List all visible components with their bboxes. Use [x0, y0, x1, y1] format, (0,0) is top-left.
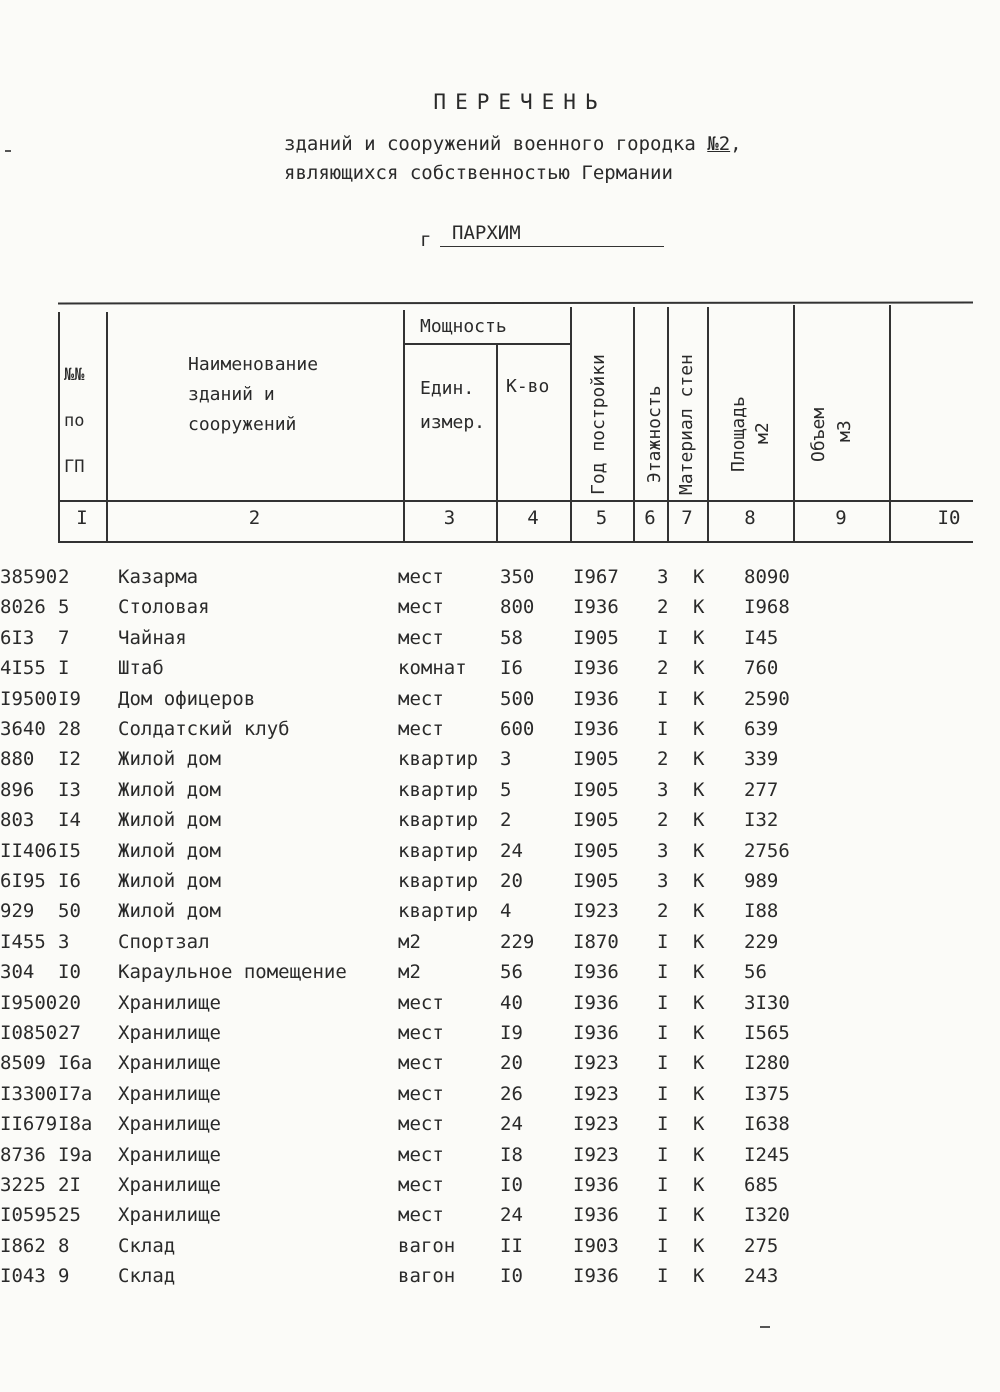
cell-qty: 350	[500, 566, 535, 588]
table-bottom-border	[58, 541, 973, 543]
cell-volume: I9500	[0, 991, 58, 1014]
cell-unit: м2	[398, 961, 421, 984]
cell-unit: вагон	[398, 1265, 456, 1288]
cell-area: 243	[744, 1265, 779, 1288]
cell-area: I32	[744, 809, 779, 832]
col-number-5: 5	[595, 507, 608, 529]
cell-volume: 929	[0, 900, 35, 923]
col-number-3: 3	[443, 507, 456, 529]
margin-mark	[5, 150, 11, 152]
cell-area: I280	[744, 1052, 790, 1075]
table-row	[0, 657, 1000, 687]
cell-gp: I8а	[58, 1113, 93, 1136]
table-row	[0, 1022, 1000, 1052]
table-row	[0, 840, 1000, 870]
cell-gp: I9	[58, 687, 81, 710]
header-area	[727, 396, 775, 472]
cell-volume: I455	[0, 930, 46, 953]
cell-area: 277	[744, 778, 779, 801]
cell-unit: квартир	[398, 778, 479, 801]
cell-area: 2590	[744, 687, 790, 710]
cell-gp: 8	[58, 1234, 70, 1257]
cell-name: Жилой дом	[118, 748, 221, 771]
table-row	[0, 566, 1000, 596]
cell-material: К	[693, 1265, 705, 1288]
cell-volume: II406	[0, 839, 58, 862]
cell-material: К	[693, 1143, 705, 1166]
table-row	[0, 1052, 1000, 1082]
col-number-1: I	[76, 507, 88, 529]
cell-area: 275	[744, 1234, 779, 1257]
cell-name: Чайная	[118, 626, 187, 649]
cell-year: I923	[573, 1052, 619, 1075]
cell-name: Хранилище	[118, 1052, 221, 1075]
cell-qty: 20	[500, 1052, 523, 1075]
cell-gp: I7а	[58, 1082, 93, 1105]
header-name-line2: зданий и	[188, 384, 275, 405]
header-area-line1: Площадь	[728, 396, 749, 472]
table-row	[0, 1174, 1000, 1204]
cell-material: К	[693, 596, 705, 619]
table-row	[0, 1113, 1000, 1143]
cell-unit: мест	[398, 687, 444, 710]
header-name-line1: Наименование	[188, 354, 319, 375]
cell-year: I936	[573, 991, 619, 1014]
cell-year: I923	[573, 1113, 619, 1136]
cell-name: Жилой дом	[118, 839, 221, 862]
cell-unit: вагон	[398, 1234, 456, 1257]
table-top-border	[58, 302, 973, 304]
city-name: ПАРХИМ	[440, 222, 664, 247]
header-qty: К-во	[506, 376, 550, 397]
cell-name: Склад	[118, 1234, 176, 1257]
cell-floors: 3	[657, 566, 669, 588]
cell-name: Хранилище	[118, 1143, 221, 1166]
cell-gp: 20	[58, 991, 81, 1014]
cell-unit: квартир	[398, 839, 479, 862]
cell-floors: I	[657, 961, 669, 984]
cell-qty: 26	[500, 1082, 523, 1105]
cell-unit: мест	[398, 1143, 444, 1166]
cell-area: 760	[744, 657, 779, 680]
cell-floors: 2	[657, 809, 669, 832]
header-gp-line2: по	[64, 411, 85, 431]
cell-qty: 58	[500, 626, 523, 649]
cell-gp: I4	[58, 809, 81, 832]
col-number-2: 2	[248, 507, 261, 529]
document-title: ПЕРЕЧЕНЬ	[433, 90, 607, 114]
cell-floors: I	[657, 1204, 669, 1227]
cell-qty: 3	[500, 748, 512, 771]
cell-unit: квартир	[398, 809, 479, 832]
cell-volume: I862	[0, 1234, 46, 1257]
cell-year: I967	[573, 566, 619, 588]
table-row	[0, 596, 1000, 626]
table-row	[0, 1235, 1000, 1265]
cell-unit: мест	[398, 1113, 444, 1136]
cell-volume: 8736	[0, 1143, 46, 1166]
city-prefix: г	[420, 229, 432, 251]
cell-volume: 3225	[0, 1174, 46, 1196]
header-material: Материал стен	[676, 354, 697, 495]
cell-gp: I5	[58, 839, 81, 862]
cell-floors: 2	[657, 900, 669, 923]
table-row	[0, 627, 1000, 657]
cell-unit: мест	[398, 596, 444, 619]
cell-gp: 25	[58, 1204, 81, 1227]
header-area-line2: м2	[752, 422, 773, 444]
cell-area: I45	[744, 626, 779, 649]
cell-material: К	[693, 1204, 705, 1227]
cell-volume: 880	[0, 748, 35, 771]
cell-year: I936	[573, 718, 619, 740]
document-subtitle-line2: являющихся собственностью Германии	[284, 162, 673, 184]
town-number: №2	[707, 133, 731, 155]
cell-area: 229	[744, 930, 779, 953]
cell-name: Столовая	[118, 596, 210, 619]
header-capacity: Мощность	[420, 316, 507, 337]
cell-unit: м2	[398, 930, 421, 953]
cell-volume: 3640	[0, 718, 46, 740]
header-name	[188, 350, 318, 440]
header-gp	[64, 352, 84, 490]
cell-floors: I	[657, 991, 669, 1014]
cell-area: 339	[744, 748, 779, 771]
cell-material: К	[693, 748, 705, 771]
cell-gp: 50	[58, 900, 81, 923]
capacity-divider	[405, 343, 571, 345]
cell-gp: 27	[58, 1022, 81, 1044]
cell-floors: I	[657, 930, 669, 953]
cell-qty: 24	[500, 1204, 523, 1227]
cell-volume: 8026	[0, 596, 46, 619]
table-row	[0, 688, 1000, 718]
cell-name: Караульное помещение	[118, 961, 347, 984]
cell-qty: 600	[500, 718, 535, 740]
cell-unit: мест	[398, 1082, 444, 1105]
cell-name: Хранилище	[118, 1082, 221, 1105]
header-volume-line2: м3	[834, 420, 855, 442]
header-unit-line1: Един.	[420, 378, 475, 399]
cell-material: К	[693, 930, 705, 953]
cell-floors: I	[657, 1082, 669, 1105]
cell-year: I905	[573, 626, 619, 649]
cell-qty: 5	[500, 778, 512, 801]
header-volume	[806, 408, 858, 462]
cell-qty: 24	[500, 839, 523, 862]
cell-qty: I9	[500, 1022, 523, 1044]
cell-material: К	[693, 1022, 705, 1044]
cell-floors: 2	[657, 748, 669, 771]
cell-qty: 800	[500, 596, 535, 619]
cell-name: Хранилище	[118, 1174, 221, 1196]
cell-qty: 20	[500, 870, 523, 892]
cell-material: К	[693, 1082, 705, 1105]
cell-year: I905	[573, 870, 619, 892]
table-row	[0, 870, 1000, 900]
cell-unit: комнат	[398, 657, 467, 680]
cell-qty: 56	[500, 961, 523, 984]
cell-gp: 3	[58, 930, 70, 953]
cell-gp: I0	[58, 961, 81, 984]
cell-gp: I3	[58, 778, 81, 801]
cell-material: К	[693, 778, 705, 801]
cell-material: К	[693, 566, 705, 588]
cell-floors: I	[657, 1174, 669, 1196]
cell-year: I923	[573, 1143, 619, 1166]
cell-floors: 2	[657, 657, 669, 680]
cell-year: I936	[573, 961, 619, 984]
header-volume-line1: Объем	[808, 407, 829, 462]
cell-area: I968	[744, 596, 790, 619]
subtitle-suffix: ,	[730, 133, 742, 155]
cell-year: I905	[573, 748, 619, 771]
cell-name: Солдатский клуб	[118, 718, 290, 740]
cell-material: К	[693, 809, 705, 832]
cell-material: К	[693, 870, 705, 892]
cell-unit: квартир	[398, 870, 479, 892]
cell-qty: 2	[500, 809, 512, 832]
cell-year: I936	[573, 1265, 619, 1288]
cell-year: I870	[573, 930, 619, 953]
cell-floors: 3	[657, 870, 669, 892]
cell-name: Штаб	[118, 657, 164, 680]
table-row	[0, 809, 1000, 839]
cell-gp: 5	[58, 596, 70, 619]
cell-area: 989	[744, 870, 779, 892]
cell-floors: 2	[657, 596, 669, 619]
cell-name: Казарма	[118, 566, 199, 588]
cell-name: Хранилище	[118, 1022, 221, 1044]
subtitle-prefix: зданий и сооружений военного городка	[284, 133, 708, 155]
cell-gp: 2	[58, 566, 70, 588]
table-row	[0, 1265, 1000, 1295]
cell-area: 2756	[744, 839, 790, 862]
table-row	[0, 1144, 1000, 1174]
cell-year: I905	[573, 778, 619, 801]
cell-area: I565	[744, 1022, 790, 1044]
cell-volume: 38590	[0, 566, 58, 588]
header-floors: Этажность	[644, 385, 665, 483]
cell-name: Спортзал	[118, 930, 210, 953]
cell-volume: 4I55	[0, 657, 46, 680]
cell-name: Жилой дом	[118, 778, 221, 801]
cell-floors: I	[657, 1265, 669, 1288]
cell-name: Хранилище	[118, 1204, 221, 1227]
cell-material: К	[693, 991, 705, 1014]
cell-year: I903	[573, 1234, 619, 1257]
cell-unit: мест	[398, 1022, 444, 1044]
cell-unit: мест	[398, 991, 444, 1014]
cell-floors: 3	[657, 839, 669, 862]
cell-qty: 4	[500, 900, 512, 923]
cell-floors: I	[657, 687, 669, 710]
document-subtitle	[284, 133, 742, 155]
cell-area: I320	[744, 1204, 790, 1227]
cell-qty: I0	[500, 1265, 523, 1288]
cell-volume: 6I95	[0, 870, 46, 892]
cell-gp: I6а	[58, 1052, 93, 1075]
cell-area: 685	[744, 1174, 779, 1196]
cell-qty: II	[500, 1234, 523, 1257]
header-bottom-border	[58, 500, 973, 502]
cell-gp: I6	[58, 870, 81, 892]
header-unit	[420, 372, 485, 440]
cell-year: I936	[573, 687, 619, 710]
cell-gp: 28	[58, 718, 81, 740]
col-number-6: 6	[644, 507, 656, 529]
header-name-line3: сооружений	[188, 414, 297, 435]
col-number-9: 9	[835, 507, 847, 529]
header-unit-line2: измер.	[420, 412, 486, 433]
cell-qty: 229	[500, 930, 535, 953]
col-number-4: 4	[527, 507, 539, 529]
cell-year: I936	[573, 1174, 619, 1196]
cell-unit: мест	[398, 1204, 444, 1227]
cell-name: Жилой дом	[118, 900, 221, 923]
cell-qty: 500	[500, 687, 535, 710]
cell-volume: 6I3	[0, 626, 35, 649]
table-row	[0, 779, 1000, 809]
cell-floors: I	[657, 1234, 669, 1257]
cell-name: Жилой дом	[118, 870, 221, 892]
table-row	[0, 718, 1000, 748]
header-gp-line1: №№	[64, 365, 85, 385]
cell-floors: I	[657, 1022, 669, 1044]
cell-unit: квартир	[398, 900, 479, 923]
cell-qty: I0	[500, 1174, 523, 1196]
cell-material: К	[693, 657, 705, 680]
cell-name: Хранилище	[118, 1113, 221, 1136]
cell-qty: 24	[500, 1113, 523, 1136]
cell-volume: I3300	[0, 1082, 58, 1105]
cell-name: Склад	[118, 1265, 176, 1288]
header-year: Год постройки	[588, 354, 609, 495]
cell-material: К	[693, 687, 705, 710]
table-row	[0, 961, 1000, 991]
cell-unit: мест	[398, 718, 444, 740]
cell-floors: I	[657, 718, 669, 740]
cell-floors: I	[657, 1143, 669, 1166]
cell-year: I936	[573, 1022, 619, 1044]
cell-unit: мест	[398, 1052, 444, 1075]
cell-volume: I0595	[0, 1204, 58, 1227]
cell-qty: I6	[500, 657, 523, 680]
cell-unit: мест	[398, 566, 444, 588]
cell-floors: I	[657, 626, 669, 649]
cell-unit: мест	[398, 1174, 444, 1196]
cell-area: 3I30	[744, 991, 790, 1014]
table-row	[0, 931, 1000, 961]
header-gp-line3: ГП	[64, 457, 85, 477]
cell-material: К	[693, 900, 705, 923]
cell-volume: I043	[0, 1265, 46, 1288]
cell-area: I88	[744, 900, 779, 923]
cell-area: 8090	[744, 566, 790, 588]
cell-material: К	[693, 1174, 705, 1196]
cell-year: I905	[573, 839, 619, 862]
cell-gp: 7	[58, 626, 70, 649]
cell-volume: 896	[0, 778, 35, 801]
table-row	[0, 748, 1000, 778]
cell-gp: I9а	[58, 1143, 93, 1166]
cell-unit: квартир	[398, 748, 479, 771]
cell-volume: 803	[0, 809, 35, 832]
cell-material: К	[693, 1113, 705, 1136]
cell-year: I936	[573, 596, 619, 619]
cell-material: К	[693, 1234, 705, 1257]
cell-material: К	[693, 961, 705, 984]
cell-gp: 2I	[58, 1174, 81, 1196]
cell-floors: 3	[657, 778, 669, 801]
cell-gp: I2	[58, 748, 81, 771]
page-mark	[760, 1326, 770, 1328]
cell-year: I936	[573, 1204, 619, 1227]
table-row	[0, 1083, 1000, 1113]
table-row	[0, 992, 1000, 1022]
cell-gp: I	[58, 657, 70, 680]
cell-name: Жилой дом	[118, 809, 221, 832]
cell-area: I638	[744, 1113, 790, 1136]
cell-name: Хранилище	[118, 991, 221, 1014]
cell-area: I245	[744, 1143, 790, 1166]
cell-material: К	[693, 839, 705, 862]
cell-volume: 304	[0, 961, 35, 984]
cell-material: К	[693, 626, 705, 649]
cell-qty: 40	[500, 991, 523, 1014]
cell-volume: II679	[0, 1113, 58, 1136]
cell-area: 56	[744, 961, 767, 984]
cell-volume: I0850	[0, 1022, 58, 1044]
cell-qty: I8	[500, 1143, 523, 1166]
table-row	[0, 1204, 1000, 1234]
cell-year: I923	[573, 900, 619, 923]
cell-unit: мест	[398, 626, 444, 649]
cell-year: I905	[573, 809, 619, 832]
col-number-8: 8	[744, 507, 756, 529]
cell-material: К	[693, 718, 705, 740]
col-number-10: I0	[937, 507, 961, 529]
cell-area: I375	[744, 1082, 790, 1105]
cell-volume: I9500	[0, 687, 58, 710]
cell-year: I923	[573, 1082, 619, 1105]
cell-gp: 9	[58, 1265, 70, 1288]
cell-material: К	[693, 1052, 705, 1075]
col-number-7: 7	[681, 507, 693, 529]
cell-year: I936	[573, 657, 619, 680]
cell-name: Дом офицеров	[118, 687, 256, 710]
cell-area: 639	[744, 718, 779, 740]
cell-floors: I	[657, 1052, 669, 1075]
table-row	[0, 900, 1000, 930]
cell-volume: 8509	[0, 1052, 46, 1075]
cell-floors: I	[657, 1113, 669, 1136]
